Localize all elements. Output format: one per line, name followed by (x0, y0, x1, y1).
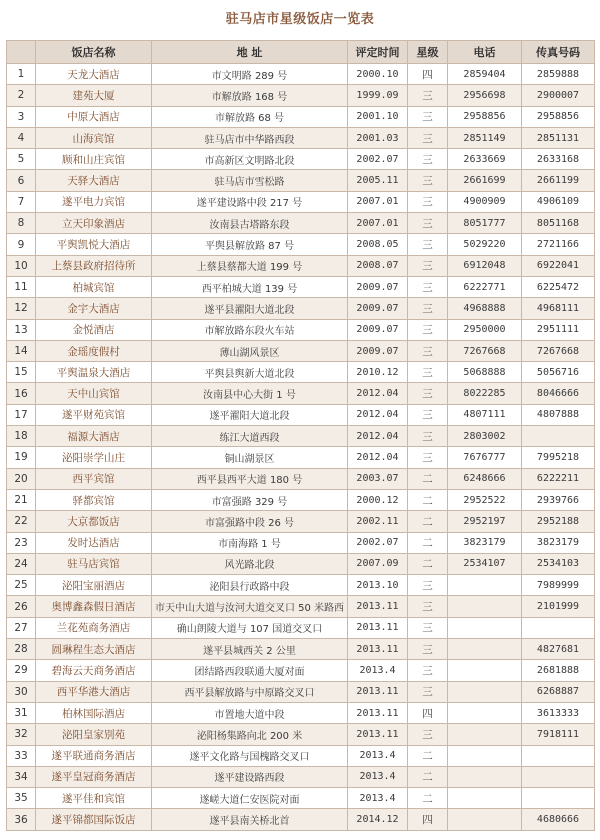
table-row (7, 85, 595, 106)
cell-star-level: 二 (408, 766, 448, 787)
cell-rating-date: 2007.01 (348, 191, 408, 212)
cell-hotel-name: 兰花苑商务酒店 (36, 617, 152, 638)
table-row (7, 340, 595, 361)
cell-index: 11 (7, 276, 36, 297)
cell-star-level: 三 (408, 340, 448, 361)
cell-rating-date: 2013.4 (348, 745, 408, 766)
cell-rating-date: 2008.07 (348, 255, 408, 276)
cell-rating-date: 2001.10 (348, 106, 408, 127)
cell-hotel-name: 福源大酒店 (36, 426, 152, 447)
cell-star-level: 三 (408, 383, 448, 404)
cell-index: 14 (7, 340, 36, 361)
col-header-fax: 传真号码 (522, 41, 595, 64)
cell-fax: 2633168 (522, 149, 595, 170)
cell-address: 遂平文化路与国槐路交叉口 (152, 745, 348, 766)
cell-index: 12 (7, 298, 36, 319)
cell-rating-date: 2009.07 (348, 340, 408, 361)
table-row (7, 511, 595, 532)
table-row (7, 276, 595, 297)
cell-fax: 2721166 (522, 234, 595, 255)
cell-star-level: 三 (408, 660, 448, 681)
cell-index: 4 (7, 127, 36, 148)
cell-hotel-name: 建苑大厦 (36, 85, 152, 106)
cell-index: 18 (7, 426, 36, 447)
cell-fax: 2951111 (522, 319, 595, 340)
cell-index: 1 (7, 64, 36, 85)
cell-phone (448, 788, 522, 809)
table-row (7, 788, 595, 809)
cell-hotel-name: 发时达酒店 (36, 532, 152, 553)
col-header-date: 评定时间 (348, 41, 408, 64)
cell-rating-date: 2013.11 (348, 681, 408, 702)
cell-phone: 2952197 (448, 511, 522, 532)
cell-star-level: 三 (408, 724, 448, 745)
cell-phone: 5068888 (448, 362, 522, 383)
table-row (7, 766, 595, 787)
cell-rating-date: 2000.10 (348, 64, 408, 85)
cell-hotel-name: 泌阳皇家别苑 (36, 724, 152, 745)
cell-star-level: 三 (408, 276, 448, 297)
cell-rating-date: 2012.04 (348, 404, 408, 425)
table-row (7, 383, 595, 404)
cell-phone (448, 575, 522, 596)
cell-rating-date: 2001.03 (348, 127, 408, 148)
cell-fax (522, 766, 595, 787)
cell-fax (522, 745, 595, 766)
cell-phone: 2851149 (448, 127, 522, 148)
table-row (7, 745, 595, 766)
cell-fax: 3823179 (522, 532, 595, 553)
table-row (7, 404, 595, 425)
cell-address: 汝南县古塔路东段 (152, 213, 348, 234)
cell-index: 19 (7, 447, 36, 468)
cell-star-level: 三 (408, 298, 448, 319)
cell-index: 28 (7, 639, 36, 660)
cell-fax: 2939766 (522, 489, 595, 510)
cell-phone: 6912048 (448, 255, 522, 276)
cell-index: 30 (7, 681, 36, 702)
cell-phone: 2956698 (448, 85, 522, 106)
cell-rating-date: 2000.12 (348, 489, 408, 510)
cell-rating-date: 2008.05 (348, 234, 408, 255)
cell-index: 10 (7, 255, 36, 276)
cell-star-level: 三 (408, 575, 448, 596)
cell-address: 市解放路 68 号 (152, 106, 348, 127)
table-row (7, 575, 595, 596)
cell-star-level: 三 (408, 319, 448, 340)
cell-fax: 2101999 (522, 596, 595, 617)
cell-phone: 2958856 (448, 106, 522, 127)
cell-star-level: 三 (408, 85, 448, 106)
cell-star-level: 三 (408, 681, 448, 702)
cell-phone: 2859404 (448, 64, 522, 85)
cell-fax: 5056716 (522, 362, 595, 383)
col-header-name: 饭店名称 (36, 41, 152, 64)
cell-phone (448, 660, 522, 681)
cell-phone: 2534107 (448, 553, 522, 574)
cell-phone (448, 745, 522, 766)
cell-address: 泌阳杨集路向北 200 米 (152, 724, 348, 745)
cell-hotel-name: 圆琳程生态大酒店 (36, 639, 152, 660)
cell-index: 29 (7, 660, 36, 681)
cell-star-level: 三 (408, 639, 448, 660)
cell-address: 市解放路 168 号 (152, 85, 348, 106)
cell-index: 13 (7, 319, 36, 340)
cell-star-level: 二 (408, 468, 448, 489)
cell-address: 汝南县中心大街 1 号 (152, 383, 348, 404)
cell-address: 遂嵯大道仁安医院对面 (152, 788, 348, 809)
cell-rating-date: 2013.11 (348, 639, 408, 660)
cell-phone: 2661699 (448, 170, 522, 191)
cell-address: 西平县西平大道 180 号 (152, 468, 348, 489)
cell-address: 练江大道西段 (152, 426, 348, 447)
cell-index: 6 (7, 170, 36, 191)
cell-address: 遂平县城西关 2 公里 (152, 639, 348, 660)
table-row (7, 809, 595, 830)
cell-phone: 2952522 (448, 489, 522, 510)
cell-hotel-name: 天中山宾馆 (36, 383, 152, 404)
cell-hotel-name: 遂平电力宾馆 (36, 191, 152, 212)
cell-fax: 4827681 (522, 639, 595, 660)
table-row (7, 681, 595, 702)
cell-hotel-name: 顾和山庄宾馆 (36, 149, 152, 170)
cell-fax: 2851131 (522, 127, 595, 148)
cell-rating-date: 2007.09 (348, 553, 408, 574)
table-body (7, 64, 595, 831)
cell-rating-date: 2009.07 (348, 319, 408, 340)
cell-fax: 6268887 (522, 681, 595, 702)
col-header-phone: 电话 (448, 41, 522, 64)
cell-phone: 4968888 (448, 298, 522, 319)
cell-fax (522, 426, 595, 447)
cell-phone: 5029220 (448, 234, 522, 255)
cell-address: 薄山湖风景区 (152, 340, 348, 361)
cell-rating-date: 2013.10 (348, 575, 408, 596)
col-header-address: 地 址 (152, 41, 348, 64)
cell-rating-date: 2013.11 (348, 724, 408, 745)
cell-star-level: 三 (408, 617, 448, 638)
cell-address: 上蔡县蔡都大道 199 号 (152, 255, 348, 276)
cell-phone: 4807111 (448, 404, 522, 425)
cell-index: 8 (7, 213, 36, 234)
cell-star-level: 三 (408, 404, 448, 425)
cell-fax (522, 788, 595, 809)
cell-phone: 6248666 (448, 468, 522, 489)
cell-hotel-name: 大京都饭店 (36, 511, 152, 532)
cell-address: 驻马店市雪松路 (152, 170, 348, 191)
cell-phone (448, 681, 522, 702)
cell-star-level: 二 (408, 553, 448, 574)
cell-index: 16 (7, 383, 36, 404)
cell-fax: 4807888 (522, 404, 595, 425)
col-header-stars: 星级 (408, 41, 448, 64)
cell-hotel-name: 遂平财苑宾馆 (36, 404, 152, 425)
cell-rating-date: 2005.11 (348, 170, 408, 191)
cell-index: 25 (7, 575, 36, 596)
cell-index: 15 (7, 362, 36, 383)
table-row (7, 617, 595, 638)
cell-rating-date: 2002.07 (348, 532, 408, 553)
cell-address: 遂平县濯阳大道北段 (152, 298, 348, 319)
cell-address: 确山朗陵大道与 107 国道交叉口 (152, 617, 348, 638)
cell-rating-date: 2012.04 (348, 426, 408, 447)
cell-star-level: 三 (408, 255, 448, 276)
cell-fax: 2900007 (522, 85, 595, 106)
cell-fax (522, 617, 595, 638)
cell-phone: 2633669 (448, 149, 522, 170)
table-row (7, 724, 595, 745)
cell-fax: 4680666 (522, 809, 595, 830)
cell-hotel-name: 泌阳崇学山庄 (36, 447, 152, 468)
col-header-index (7, 41, 36, 64)
cell-hotel-name: 遂平联通商务酒店 (36, 745, 152, 766)
table-row (7, 170, 595, 191)
cell-star-level: 三 (408, 191, 448, 212)
cell-hotel-name: 上蔡县政府招待所 (36, 255, 152, 276)
cell-fax: 2859888 (522, 64, 595, 85)
table-row (7, 298, 595, 319)
cell-rating-date: 2013.4 (348, 788, 408, 809)
cell-hotel-name: 西平宾馆 (36, 468, 152, 489)
cell-star-level: 二 (408, 788, 448, 809)
cell-rating-date: 2009.07 (348, 298, 408, 319)
cell-hotel-name: 山海宾馆 (36, 127, 152, 148)
cell-hotel-name: 西平华港大酒店 (36, 681, 152, 702)
cell-phone: 7676777 (448, 447, 522, 468)
cell-phone: 2803002 (448, 426, 522, 447)
table-row (7, 149, 595, 170)
cell-rating-date: 2010.12 (348, 362, 408, 383)
cell-address: 遂平县南关桥北首 (152, 809, 348, 830)
cell-rating-date: 2014.12 (348, 809, 408, 830)
cell-index: 9 (7, 234, 36, 255)
cell-index: 3 (7, 106, 36, 127)
table-row (7, 639, 595, 660)
cell-hotel-name: 驻马店宾馆 (36, 553, 152, 574)
table-row (7, 468, 595, 489)
cell-index: 27 (7, 617, 36, 638)
cell-star-level: 二 (408, 511, 448, 532)
cell-star-level: 四 (408, 809, 448, 830)
table-row (7, 64, 595, 85)
cell-phone: 8022285 (448, 383, 522, 404)
cell-star-level: 三 (408, 213, 448, 234)
cell-index: 21 (7, 489, 36, 510)
table-row (7, 213, 595, 234)
cell-fax: 2661199 (522, 170, 595, 191)
cell-hotel-name: 中原大酒店 (36, 106, 152, 127)
cell-star-level: 三 (408, 234, 448, 255)
cell-phone (448, 702, 522, 723)
cell-phone: 7267668 (448, 340, 522, 361)
cell-index: 23 (7, 532, 36, 553)
table-row (7, 106, 595, 127)
cell-hotel-name: 平舆温泉大酒店 (36, 362, 152, 383)
cell-address: 风光路北段 (152, 553, 348, 574)
cell-star-level: 二 (408, 532, 448, 553)
cell-hotel-name: 天驿大酒店 (36, 170, 152, 191)
cell-address: 平舆县舆新大道北段 (152, 362, 348, 383)
cell-fax: 3613333 (522, 702, 595, 723)
table-row (7, 660, 595, 681)
cell-index: 31 (7, 702, 36, 723)
cell-address: 驻马店市中华路西段 (152, 127, 348, 148)
cell-star-level: 二 (408, 745, 448, 766)
cell-fax: 7267668 (522, 340, 595, 361)
cell-fax: 2952188 (522, 511, 595, 532)
cell-hotel-name: 遂平锦都国际饭店 (36, 809, 152, 830)
table-row (7, 702, 595, 723)
cell-fax: 8046666 (522, 383, 595, 404)
cell-index: 17 (7, 404, 36, 425)
cell-phone (448, 596, 522, 617)
cell-address: 西平县解放路与中原路交叉口 (152, 681, 348, 702)
cell-star-level: 三 (408, 149, 448, 170)
header-row (7, 41, 595, 64)
cell-phone: 4900909 (448, 191, 522, 212)
page-title: 驻马店市星级饭店一览表 (225, 12, 375, 27)
cell-fax: 6922041 (522, 255, 595, 276)
cell-star-level: 三 (408, 596, 448, 617)
cell-hotel-name: 遂平佳和宾馆 (36, 788, 152, 809)
cell-address: 市天中山大道与汝河大道交叉口 50 米路西 (152, 596, 348, 617)
cell-rating-date: 2009.07 (348, 276, 408, 297)
cell-phone (448, 639, 522, 660)
cell-star-level: 四 (408, 64, 448, 85)
cell-address: 泌阳县行政路中段 (152, 575, 348, 596)
cell-rating-date: 2013.11 (348, 702, 408, 723)
cell-address: 西平柏城大道 139 号 (152, 276, 348, 297)
cell-fax: 8051168 (522, 213, 595, 234)
cell-fax: 2681888 (522, 660, 595, 681)
table-row (7, 426, 595, 447)
cell-fax: 7995218 (522, 447, 595, 468)
cell-address: 平舆县解放路 87 号 (152, 234, 348, 255)
cell-fax: 4906109 (522, 191, 595, 212)
table-row (7, 234, 595, 255)
cell-phone (448, 617, 522, 638)
cell-hotel-name: 柏城宾馆 (36, 276, 152, 297)
cell-phone: 6222771 (448, 276, 522, 297)
cell-star-level: 三 (408, 106, 448, 127)
cell-hotel-name: 泌阳宝丽酒店 (36, 575, 152, 596)
cell-fax: 6225472 (522, 276, 595, 297)
table-row (7, 127, 595, 148)
cell-index: 36 (7, 809, 36, 830)
cell-address: 遂平濯阳大道北段 (152, 404, 348, 425)
cell-hotel-name: 天龙大酒店 (36, 64, 152, 85)
cell-hotel-name: 碧海云天商务酒店 (36, 660, 152, 681)
cell-rating-date: 2007.01 (348, 213, 408, 234)
cell-rating-date: 2002.11 (348, 511, 408, 532)
cell-hotel-name: 金悦酒店 (36, 319, 152, 340)
cell-rating-date: 2013.4 (348, 766, 408, 787)
cell-index: 20 (7, 468, 36, 489)
table-row (7, 596, 595, 617)
cell-rating-date: 2012.04 (348, 383, 408, 404)
cell-index: 34 (7, 766, 36, 787)
cell-fax: 7989999 (522, 575, 595, 596)
cell-hotel-name: 平舆凯悦大酒店 (36, 234, 152, 255)
table-row (7, 489, 595, 510)
cell-hotel-name: 金宇大酒店 (36, 298, 152, 319)
cell-index: 24 (7, 553, 36, 574)
cell-phone: 3823179 (448, 532, 522, 553)
cell-index: 2 (7, 85, 36, 106)
cell-index: 7 (7, 191, 36, 212)
cell-phone (448, 766, 522, 787)
cell-hotel-name: 驿都宾馆 (36, 489, 152, 510)
cell-rating-date: 2012.04 (348, 447, 408, 468)
cell-phone: 8051777 (448, 213, 522, 234)
cell-index: 33 (7, 745, 36, 766)
table-row (7, 447, 595, 468)
cell-star-level: 三 (408, 426, 448, 447)
cell-fax: 2958856 (522, 106, 595, 127)
cell-index: 26 (7, 596, 36, 617)
cell-phone (448, 809, 522, 830)
cell-address: 市南海路 1 号 (152, 532, 348, 553)
cell-fax: 7918111 (522, 724, 595, 745)
cell-fax: 6222211 (522, 468, 595, 489)
cell-star-level: 三 (408, 447, 448, 468)
cell-index: 22 (7, 511, 36, 532)
table-row (7, 319, 595, 340)
cell-address: 市富强路中段 26 号 (152, 511, 348, 532)
cell-star-level: 二 (408, 489, 448, 510)
cell-phone: 2950000 (448, 319, 522, 340)
cell-address: 市文明路 289 号 (152, 64, 348, 85)
table-row (7, 191, 595, 212)
cell-address: 市置地大道中段 (152, 702, 348, 723)
cell-rating-date: 2002.07 (348, 149, 408, 170)
cell-hotel-name: 立天印象酒店 (36, 213, 152, 234)
table-row (7, 255, 595, 276)
cell-phone (448, 724, 522, 745)
cell-index: 5 (7, 149, 36, 170)
cell-address: 市解放路东段火车站 (152, 319, 348, 340)
cell-rating-date: 2013.11 (348, 596, 408, 617)
hotel-table (6, 40, 595, 831)
cell-hotel-name: 遂平皇冠商务酒店 (36, 766, 152, 787)
cell-rating-date: 2003.07 (348, 468, 408, 489)
cell-hotel-name: 金瑶度假村 (36, 340, 152, 361)
cell-address: 铜山湖景区 (152, 447, 348, 468)
cell-address: 市富强路 329 号 (152, 489, 348, 510)
cell-fax: 2534103 (522, 553, 595, 574)
table-row (7, 532, 595, 553)
cell-index: 32 (7, 724, 36, 745)
cell-index: 35 (7, 788, 36, 809)
cell-rating-date: 2013.4 (348, 660, 408, 681)
cell-rating-date: 1999.09 (348, 85, 408, 106)
cell-address: 遂平建设路中段 217 号 (152, 191, 348, 212)
cell-star-level: 三 (408, 127, 448, 148)
cell-star-level: 三 (408, 170, 448, 191)
cell-address: 团结路西段联通大厦对面 (152, 660, 348, 681)
cell-hotel-name: 柏林国际酒店 (36, 702, 152, 723)
table-row (7, 553, 595, 574)
cell-rating-date: 2013.11 (348, 617, 408, 638)
cell-hotel-name: 奥博鑫森假日酒店 (36, 596, 152, 617)
cell-fax: 4968111 (522, 298, 595, 319)
cell-star-level: 四 (408, 702, 448, 723)
cell-address: 市高新区文明路北段 (152, 149, 348, 170)
table-row (7, 362, 595, 383)
cell-address: 遂平建设路西段 (152, 766, 348, 787)
cell-star-level: 三 (408, 362, 448, 383)
